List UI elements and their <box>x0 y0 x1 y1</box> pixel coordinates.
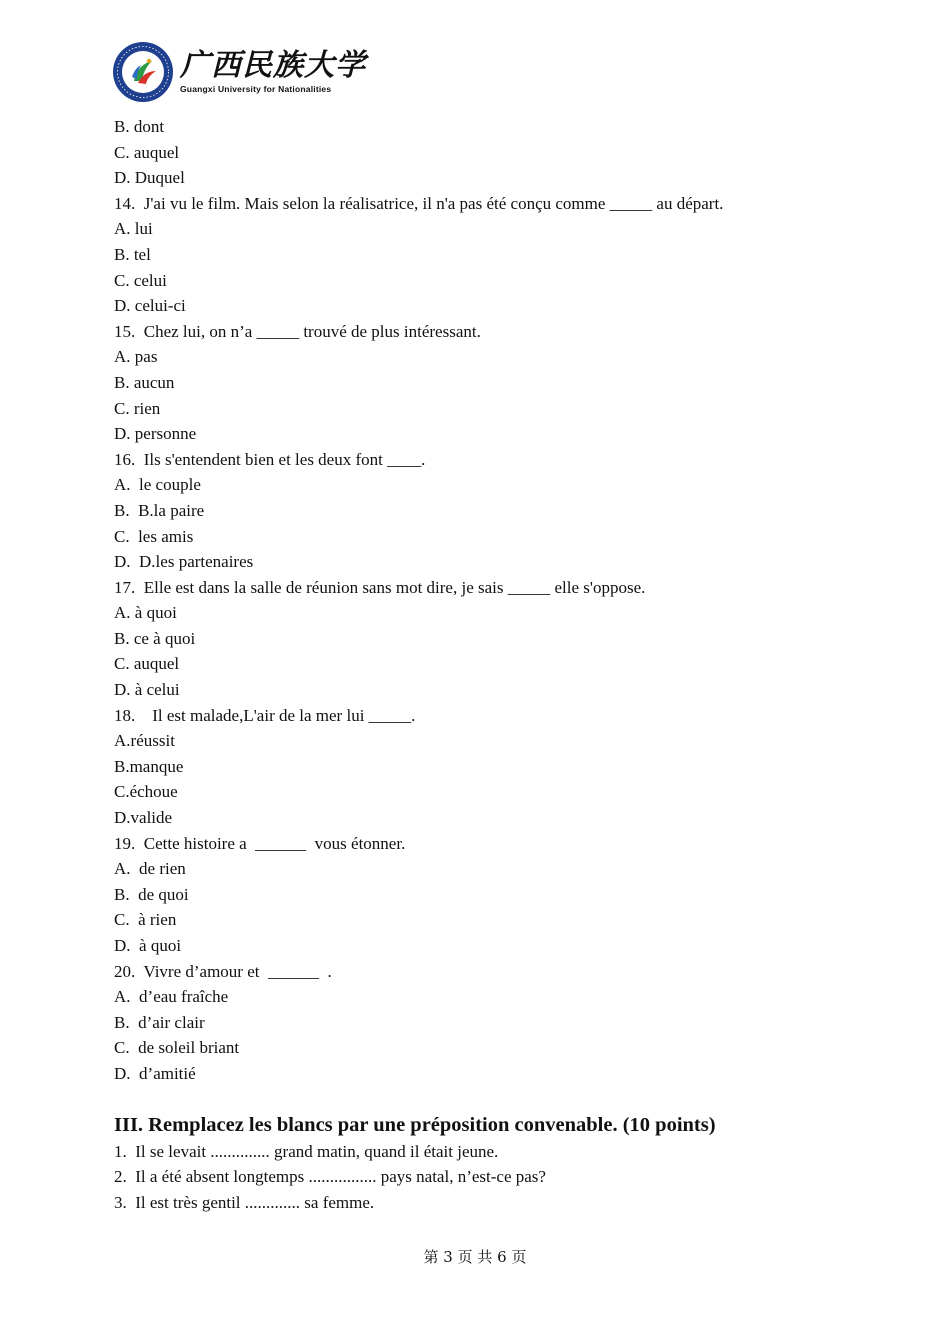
document-line: C. rien <box>114 398 161 418</box>
document-line: 14. J'ai vu le film. Mais selon la réalisatrice, il n'a pas été conçu comme _____ au départ. <box>114 193 724 213</box>
section-heading: III. Remplacez les blancs par une préposition convenable. (10 points) <box>114 1113 716 1136</box>
document-line: C. à rien <box>114 910 177 930</box>
university-name-english: Guangxi University for Nationalities <box>180 84 332 94</box>
university-seal-logo <box>112 41 174 103</box>
document-line: D. personne <box>114 424 197 444</box>
document-line: C. auquel <box>114 142 180 162</box>
document-body <box>114 114 834 1215</box>
document-line: D. à quoi <box>114 936 182 955</box>
document-line: D. D.les partenaires <box>114 552 254 572</box>
document-line: B. tel <box>114 244 151 264</box>
document-line: D. Duquel <box>114 168 185 188</box>
page-number-footer: 第 3 页 共 6 页 <box>423 1248 527 1266</box>
document-line: B. de quoi <box>114 884 189 904</box>
document-line: C.échoue <box>114 782 178 802</box>
document-line: D. à celui <box>114 680 180 700</box>
document-line: A. lui <box>114 219 153 239</box>
document-line: B. B.la paire <box>114 500 205 520</box>
document-line: A. d’eau fraîche <box>114 987 229 1007</box>
exercise-line: 1. Il se levait .............. grand matin, quand il était jeune. <box>114 1141 499 1161</box>
document-line: C. de soleil briant <box>114 1038 240 1058</box>
document-line: 20. Vivre d’amour et ______ . <box>114 961 332 981</box>
document-line: A. le couple <box>114 475 201 495</box>
document-line: A. à quoi <box>114 603 177 623</box>
exercise-list <box>114 1139 834 1216</box>
document-line: D. d’amitié <box>114 1063 196 1083</box>
university-name-chinese: 广西民族大学 <box>180 48 366 83</box>
document-line: 15. Chez lui, on n’a _____ trouvé de plus intéressant. <box>114 321 481 341</box>
document-line: D. celui-ci <box>114 296 186 316</box>
document-line: A. de rien <box>114 859 186 879</box>
document-line: B. ce à quoi <box>114 628 196 648</box>
document-line: 16. Ils s'entendent bien et les deux font ____. <box>114 449 426 469</box>
document-line: C. celui <box>114 270 167 290</box>
document-line: B. aucun <box>114 372 175 392</box>
document-line: A.réussit <box>114 731 175 751</box>
page-header <box>112 40 366 104</box>
document-line: A. pas <box>114 347 158 367</box>
document-line: 19. Cette histoire a ______ vous étonner. <box>114 833 406 853</box>
question-list <box>114 114 834 1087</box>
document-line: B. dont <box>114 117 165 136</box>
document-line: C. les amis <box>114 526 194 546</box>
university-brand <box>180 49 366 95</box>
document-line: B. d’air clair <box>114 1012 205 1032</box>
document-line: 18. Il est malade,L'air de la mer lui _____. <box>114 705 416 725</box>
document-line: C. auquel <box>114 654 180 674</box>
document-line: 17. Elle est dans la salle de réunion sans mot dire, je sais _____ elle s'oppose. <box>114 577 646 597</box>
exercise-line: 2. Il a été absent longtemps ................ pays natal, n’est-ce pas? <box>114 1167 546 1187</box>
document-line: B.manque <box>114 756 184 776</box>
exercise-line: 3. Il est très gentil ............. sa femme. <box>114 1192 375 1212</box>
document-line: D.valide <box>114 808 173 828</box>
